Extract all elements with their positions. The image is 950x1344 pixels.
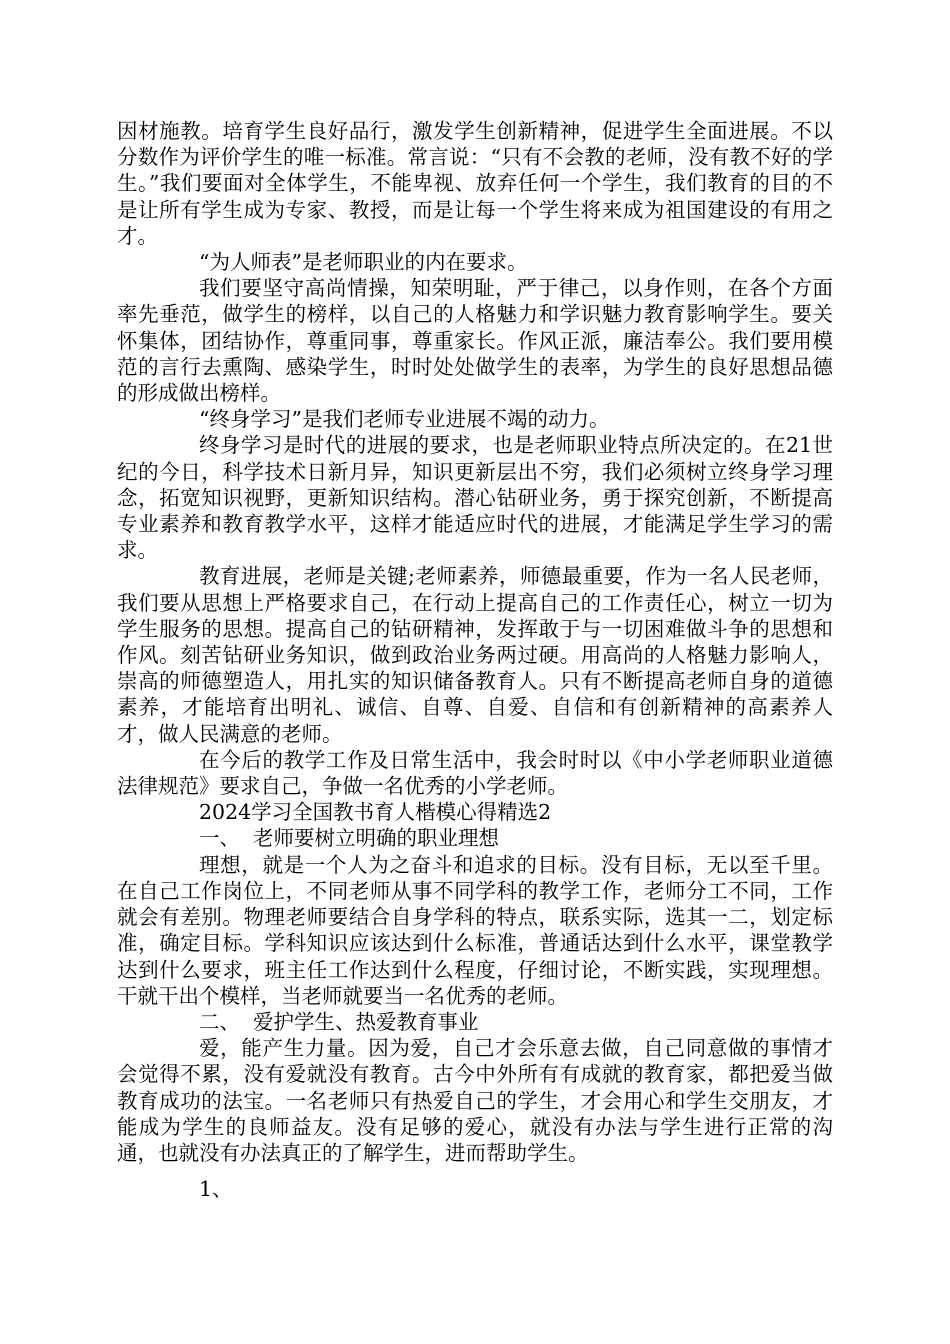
paragraph: 因材施教。培育学生良好品行，激发学生创新精神，促进学生全面进展。不以分数作为评价学生的唯一标准。常言说：“只有不会教的老师，没有教不好的学生。”我们要面对全体学生，不能卑视、放弃任何一个学生，我们教育的目的不是让所有学生成为专家、教授，而是让每一个学生将来成为祖国建设的有用之才。 [117, 119, 833, 248]
paragraph: 教育进展，老师是关键;老师素养，师德最重要，作为一名人民老师，我们要从思想上严格要求自己，在行动上提高自己的工作责任心，树立一切为学生服务的思想。提高自己的钻研精神，发挥敢于与一切困难做斗争的思想和作风。刻苦钻研业务知识，做到政治业务两过硬。用高尚的人格魅力影响人，崇高的师德塑造人，用扎实的知识储备教育人。只有不断提高老师自身的道德素养，才能培育出明礼、诚信、自尊、自爱、自信和有创新精神的高素养人才，做人民满意的老师。 [117, 564, 833, 746]
section-title: “终身学习”是我们老师专业进展不竭的动力。 [199, 407, 610, 432]
document-subtitle: 2024学习全国教书育人楷模心得精选2 [199, 800, 552, 825]
document-body [117, 118, 833, 1202]
section-title: “为人师表”是老师职业的内在要求。 [199, 250, 528, 275]
paragraph: 终身学习是时代的进展的要求，也是老师职业特点所决定的。在21世纪的今日，科学技术日新月异，知识更新层出不穷，我们必须树立终身学习理念，拓宽知识视野，更新知识结构。潜心钻研业务，勇于探究创新，不断提高专业素养和教育教学水平，这样才能适应时代的进展，才能满足学生学习的需求。 [117, 433, 833, 563]
paragraph: 爱，能产生力量。因为爱，自己才会乐意去做，自己同意做的事情才会觉得不累，没有爱就没有教育。古今中外所有有成就的教育家，都把爱当做教育成功的法宝。一名老师只有热爱自己的学生，才会用心和学生交朋友，才能成为学生的良师益友。没有足够的爱心，就没有办法与学生进行正常的沟通，也就没有办法真正的了解学生，进而帮助学生。 [117, 1036, 833, 1165]
section-heading: 一、 老师要树立明确的职业理想 [199, 826, 500, 851]
section-heading: 二、 爱护学生、热爱教育事业 [199, 1009, 479, 1034]
paragraph: 在今后的教学工作及日常生活中，我会时时以《中小学老师职业道德法律规范》要求自己，争做一名优秀的小学老师。 [117, 747, 833, 799]
paragraph: 我们要坚守高尚情操，知荣明耻，严于律己，以身作则，在各个方面率先垂范，做学生的榜样，以自己的人格魅力和学识魅力教育影响学生。要关怀集体，团结协作，尊重同事，尊重家长。作风正派，廉洁奉公。我们要用模范的言行去熏陶、感染学生，时时处处做学生的表率，为学生的良好思想品德的形成做出榜样。 [117, 276, 833, 406]
paragraph: 理想，就是一个人为之奋斗和追求的目标。没有目标，无以至千里。在自己工作岗位上，不同老师从事不同学科的教学工作，老师分工不同，工作就会有差别。物理老师要结合自身学科的特点，联系实际，选其一二，划定标准，确定目标。学科知识应该达到什么标准，普通话达到什么水平，课堂教学达到什么要求，班主任工作达到什么程度，仔细讨论，不断实践，实现理想。干就干出个模样，当老师就要当一名优秀的老师。 [117, 852, 833, 1008]
list-marker: 1、 [199, 1177, 233, 1202]
